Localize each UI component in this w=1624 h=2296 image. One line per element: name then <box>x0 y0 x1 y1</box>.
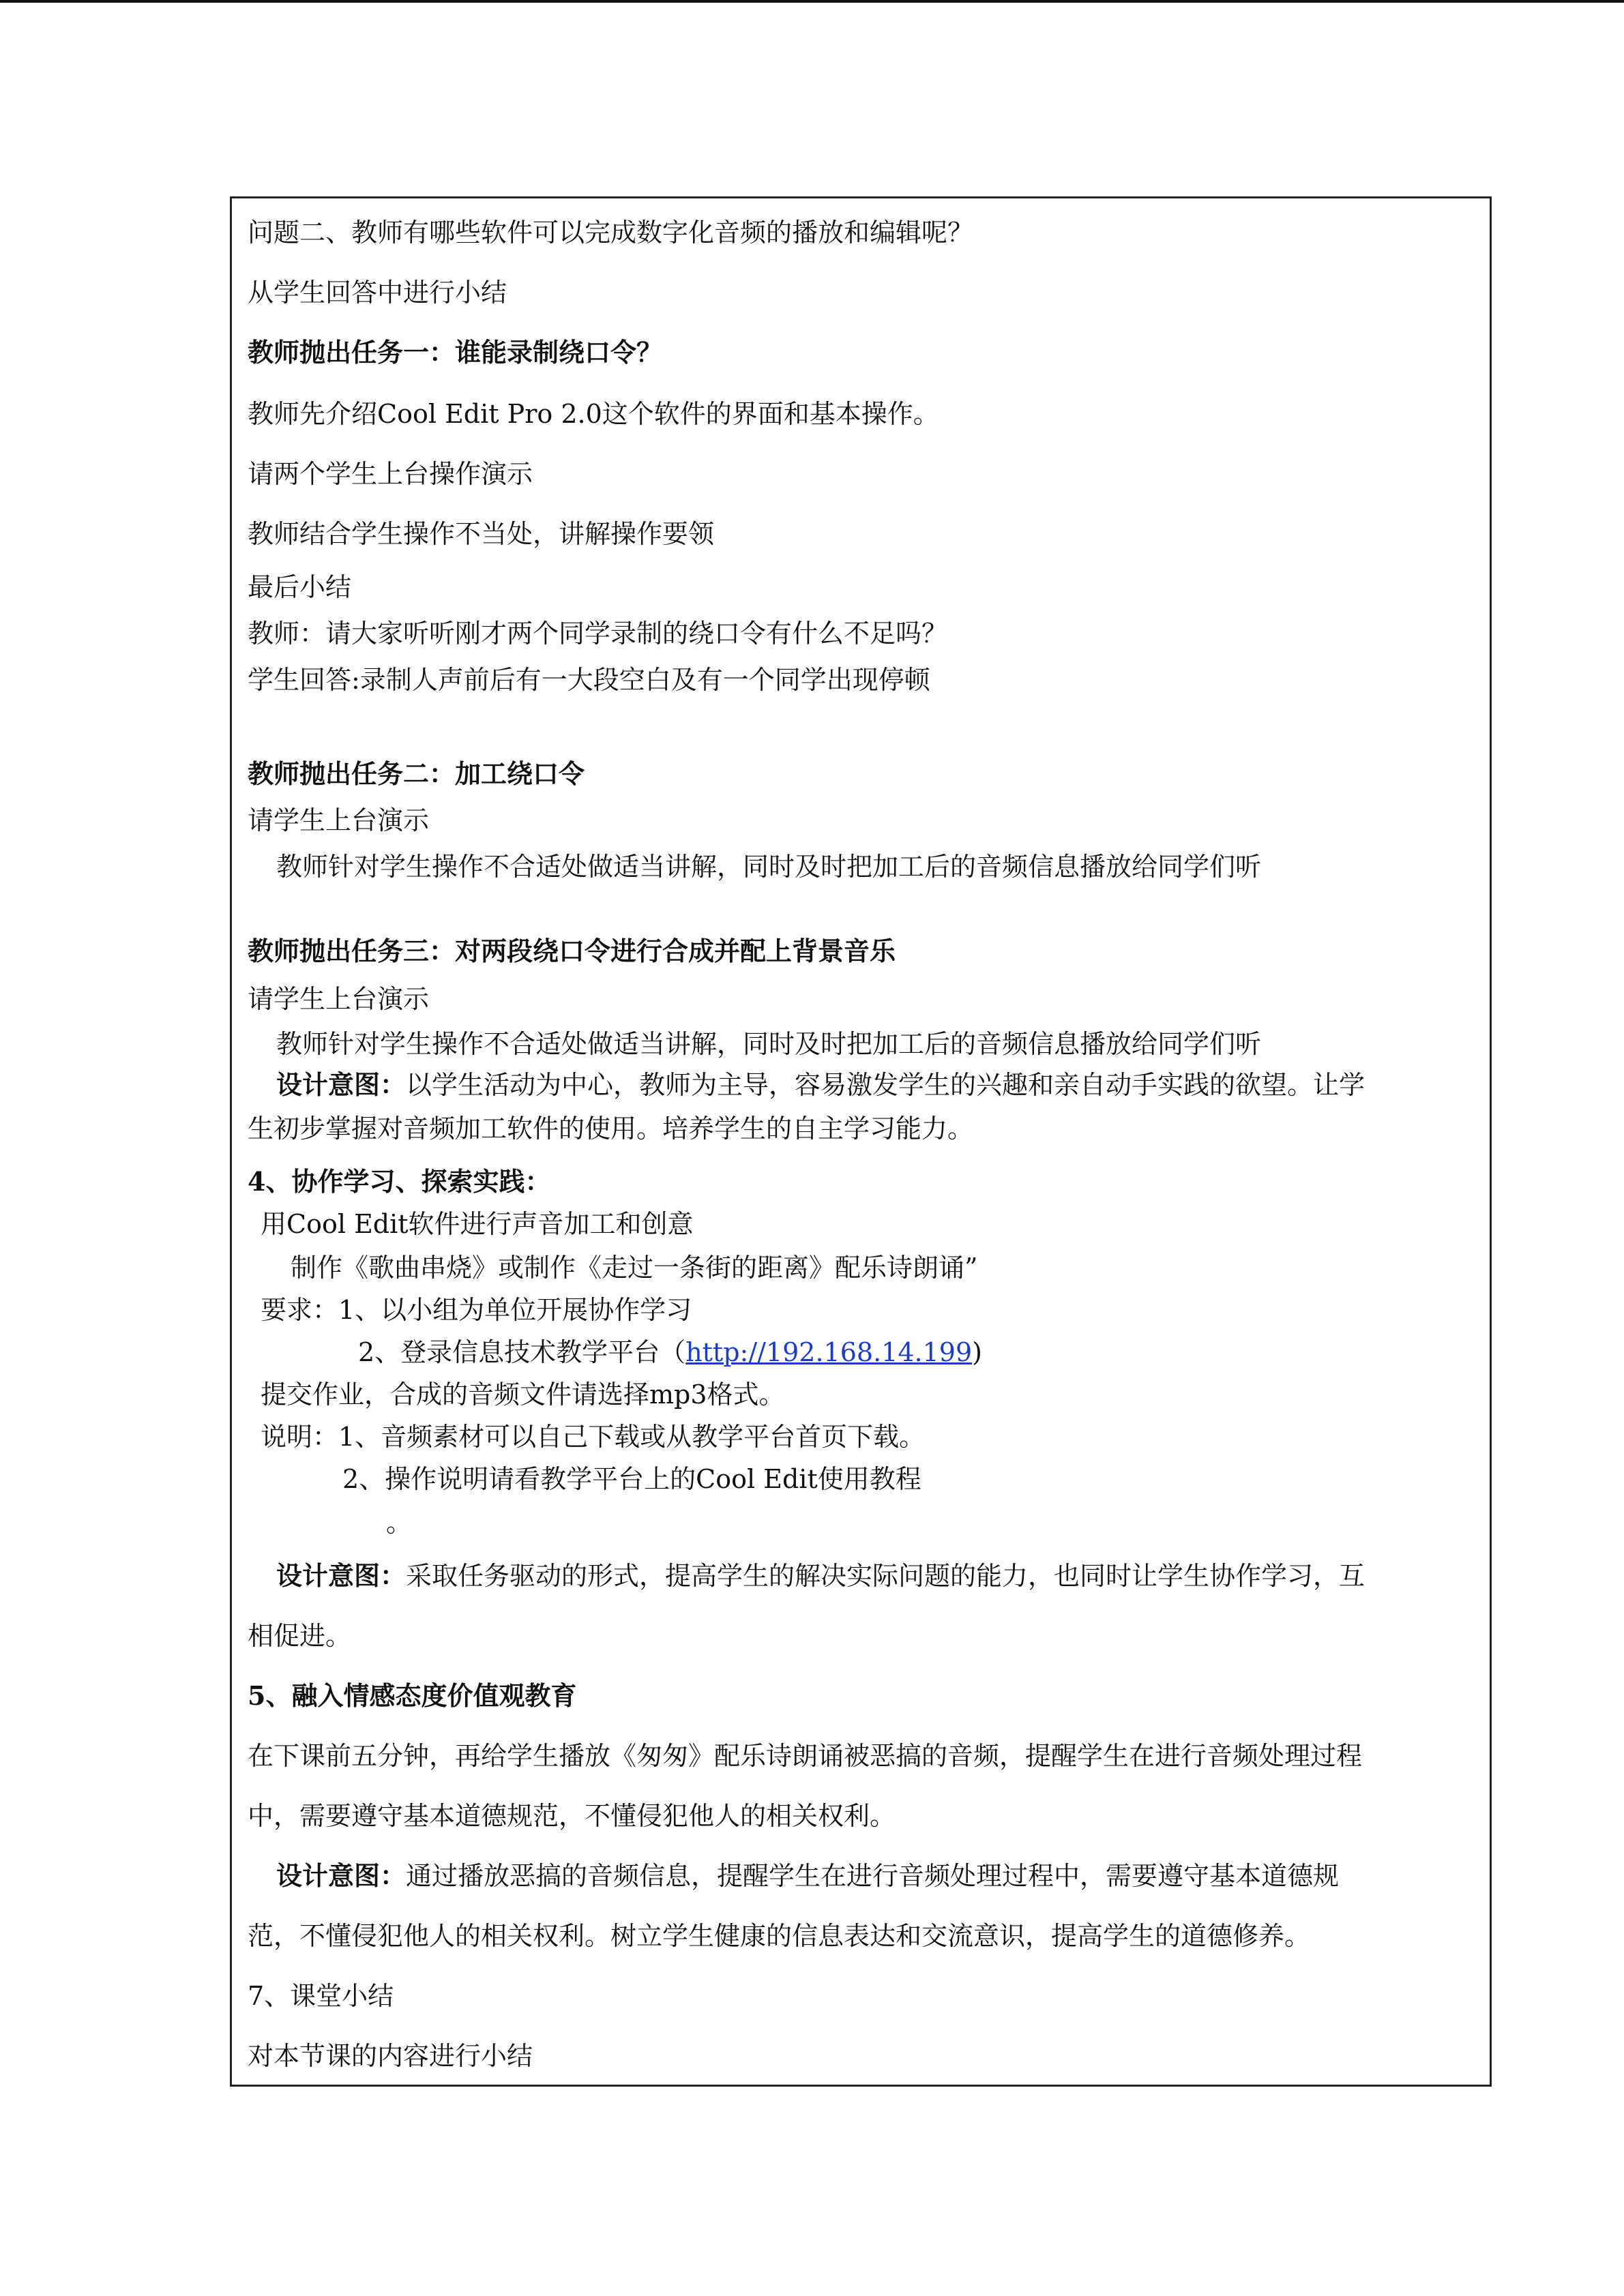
section4-submit: 提交作业，合成的音频文件请选择mp3格式。 <box>261 1380 785 1410</box>
section4-note1: 说明：1、音频素材可以自己下载或从教学平台首页下载。 <box>261 1422 926 1452</box>
design-intent-2 <box>276 1560 1365 1592</box>
section4-title: 4、协作学习、探索实践： <box>248 1166 551 1197</box>
design-intent-text: 采取任务驱动的形式，提高学生的解决实际问题的能力，也同时让学生协作学习，互 <box>406 1561 1365 1591</box>
task2-title: 教师抛出任务二：加工绕口令 <box>248 758 585 789</box>
section4-line1: 用Cool Edit软件进行声音加工和创意 <box>261 1209 694 1239</box>
section5-text-cont: 中，需要遵守基本道德规范，不懂侵犯他人的相关权利。 <box>248 1801 896 1831</box>
section7-text: 对本节课的内容进行小结 <box>248 2041 533 2071</box>
summary-from-answers: 从学生回答中进行小结 <box>248 278 507 308</box>
design-intent-3-cont: 范，不懂侵犯他人的相关权利。树立学生健康的信息表达和交流意识，提高学生的道德修养。 <box>248 1921 1311 1951</box>
task1-final: 最后小结 <box>248 572 352 602</box>
task3-demo: 请学生上台演示 <box>248 984 430 1014</box>
section4-note-period: 。 <box>386 1508 413 1538</box>
design-intent-label: 设计意图： <box>276 1860 407 1891</box>
table-cell <box>230 196 1492 2087</box>
task2-demo: 请学生上台演示 <box>248 805 430 835</box>
section4-note2: 2、操作说明请看教学平台上的Cool Edit使用教程 <box>342 1464 921 1494</box>
design-intent-1-cont: 生初步掌握对音频加工软件的使用。培养学生的自主学习能力。 <box>248 1114 974 1144</box>
section7-title: 7、课堂小结 <box>248 1981 394 2011</box>
task2-explain: 教师针对学生操作不合适处做适当讲解，同时及时把加工后的音频信息播放给同学们听 <box>276 852 1262 882</box>
task1-explain: 教师结合学生操作不当处，讲解操作要领 <box>248 519 715 549</box>
section5-title: 5、融入情感态度价值观教育 <box>248 1680 577 1711</box>
task1-intro: 教师先介绍Cool Edit Pro 2.0这个软件的界面和基本操作。 <box>248 399 939 429</box>
requirement2-text: 2、登录信息技术教学平台（ <box>358 1337 686 1367</box>
platform-link[interactable]: http://192.168.14.199 <box>685 1337 973 1367</box>
student-answer: 学生回答:录制人声前后有一大段空白及有一个同学出现停顿 <box>248 665 930 695</box>
design-intent-text: 通过播放恶搞的音频信息，提醒学生在进行音频处理过程中，需要遵守基本道德规 <box>406 1861 1340 1891</box>
teacher-question: 教师：请大家听听刚才两个同学录制的绕口令有什么不足吗？ <box>248 618 948 648</box>
design-intent-label: 设计意图： <box>276 1069 407 1100</box>
section4-requirement2 <box>358 1336 982 1369</box>
requirement2-close: ) <box>972 1337 982 1367</box>
task1-demo: 请两个学生上台操作演示 <box>248 459 533 489</box>
design-intent-text: 以学生活动为中心，教师为主导，容易激发学生的兴趣和亲自动手实践的欲望。让学 <box>406 1070 1365 1100</box>
task3-explain: 教师针对学生操作不合适处做适当讲解，同时及时把加工后的音频信息播放给同学们听 <box>276 1029 1262 1059</box>
section4-line2: 制作《歌曲串烧》或制作《走过一条街的距离》配乐诗朗诵” <box>291 1253 978 1283</box>
task3-title: 教师抛出任务三：对两段绕口令进行合成并配上背景音乐 <box>248 936 896 966</box>
task1-title: 教师抛出任务一：谁能录制绕口令？ <box>248 337 663 368</box>
design-intent-1 <box>276 1069 1365 1101</box>
design-intent-label: 设计意图： <box>276 1560 407 1591</box>
design-intent-2-cont: 相促进。 <box>248 1621 352 1651</box>
section5-text: 在下课前五分钟，再给学生播放《匆匆》配乐诗朗诵被恶搞的音频，提醒学生在进行音频处理过程 <box>248 1741 1363 1771</box>
page-top-rule <box>0 0 1624 3</box>
section4-requirement1: 要求：1、以小组为单位开展协作学习 <box>261 1295 692 1325</box>
design-intent-3 <box>276 1860 1339 1892</box>
question-two: 问题二、教师有哪些软件可以完成数字化音频的播放和编辑呢？ <box>248 218 974 248</box>
